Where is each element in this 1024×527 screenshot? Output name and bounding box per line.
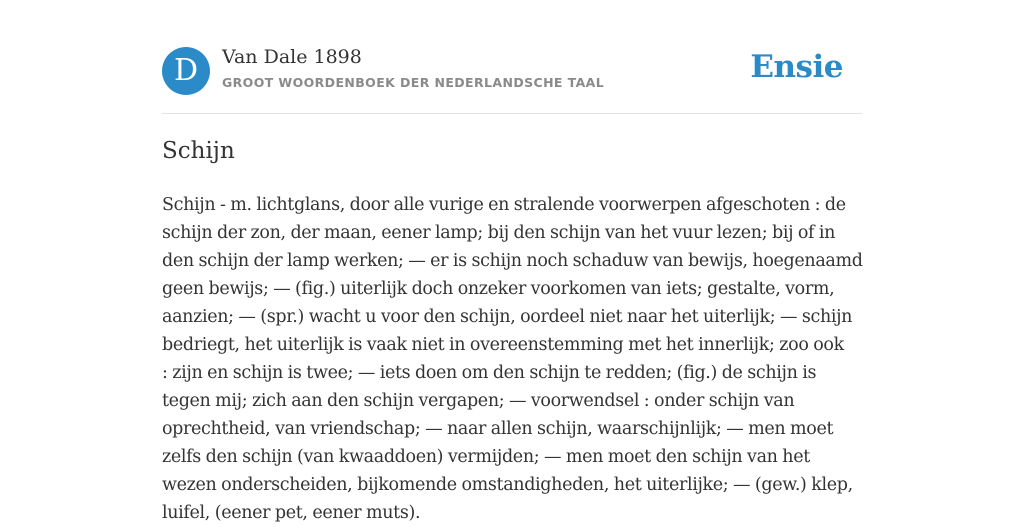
entry-definition [162,191,864,527]
definition-line: schijn der zon, der maan, eener lamp; bij den schijn van het vuur lezen; bij of in [162,223,836,243]
entry-title: Schijn [162,138,235,164]
definition-line: zelfs den schijn (van kwaaddoen) vermijden; — men moet den schijn van het [162,447,810,467]
definition-line: bedriegt, het uiterlijk is vaak niet in overeenstemming met het innerlijk; zoo ook [162,335,844,355]
definition-line: oprechtheid, van vriendschap; — naar allen schijn, waarschijnlijk; — men moet [162,419,834,439]
definition-line: tegen mij; zich aan den schijn vergapen; — voorwendsel : onder schijn van [162,391,795,411]
source-title[interactable]: Van Dale 1898 [222,46,362,68]
header-divider [162,113,862,114]
definition-line: geen bewijs; — (fig.) uiterlijk doch onzeker voorkomen van iets; gestalte, vorm, [162,279,835,299]
source-header [162,46,862,96]
definition-line: luifel, (eener pet, eener muts). [162,503,421,523]
definition-line: : zijn en schijn is twee; — iets doen om den schijn te redden; (fig.) de schijn is [162,363,817,383]
definition-line: den schijn der lamp werken; — er is schijn noch schaduw van bewijs, hoegenaamd [162,251,863,271]
source-subtitle: GROOT WOORDENBOEK DER NEDERLANDSCHE TAAL [222,75,605,90]
definition-line: wezen onderscheiden, bijkomende omstandigheden, het uiterlijke; — (gew.) klep, [162,475,853,495]
source-logo[interactable]: D [162,47,210,95]
definition-line: Schijn - m. lichtglans, door alle vurige en stralende voorwerpen afgeschoten : de [162,195,846,215]
ensie-logo[interactable]: Ensie [750,49,843,85]
definition-line: aanzien; — (spr.) wacht u voor den schijn, oordeel niet naar het uiterlijk; — schijn [162,307,853,327]
